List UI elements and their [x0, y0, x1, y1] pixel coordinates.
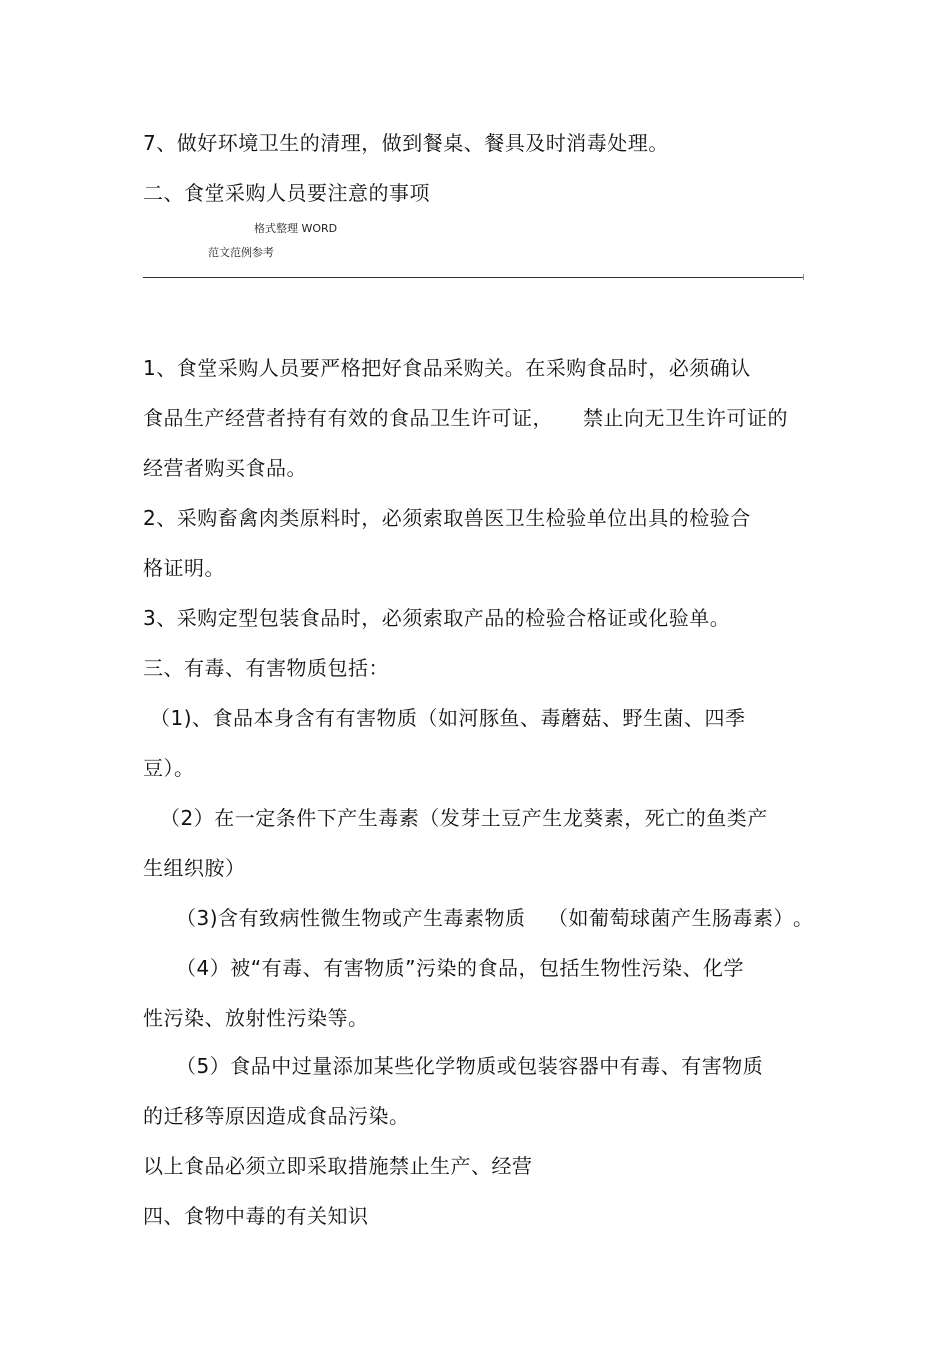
section-3-heading: 三、有毒、有害物质包括： [143, 656, 389, 680]
section-4-heading: 四、食物中毒的有关知识 [143, 1204, 369, 1228]
paragraph-line: 的迁移等原因造成食品污染。 [143, 1104, 410, 1128]
header-divider [143, 277, 803, 278]
paragraph-line: （1)、食品本身含有有害物质（如河豚鱼、毒蘑菇、野生菌、四季 [150, 706, 746, 730]
header-label-reference: 范文范例参考 [208, 246, 274, 259]
paragraph-line: 经营者购买食品。 [143, 456, 307, 480]
paragraph-line: 豆）。 [143, 756, 195, 780]
section-2-heading: 二、食堂采购人员要注意的事项 [143, 181, 430, 205]
paragraph-line: 以上食品必须立即采取措施禁止生产、经营 [143, 1154, 533, 1178]
item-7-text: 7、做好环境卫生的清理，做到餐桌、餐具及时消毒处理。 [143, 131, 669, 155]
paragraph-line: 生组织胺） [143, 856, 246, 880]
paragraph-line: 格证明。 [143, 556, 225, 580]
paragraph-line: （4）被“有毒、有害物质”污染的食品，包括生物性污染、化学 [176, 956, 744, 980]
paragraph-line: 3、采购定型包装食品时，必须索取产品的检验合格证或化验单。 [143, 606, 731, 630]
paragraph-line: 。 [793, 906, 814, 930]
paragraph-line: 禁止向无卫生许可证的 [583, 406, 788, 430]
paragraph-line: 1、食堂采购人员要严格把好食品采购关。在采购食品时，必须确认 [143, 356, 751, 380]
paragraph-line: （如葡萄球菌产生肠毒素） [548, 906, 794, 930]
paragraph-line: （3)含有致病性微生物或产生毒素物质 [176, 906, 526, 930]
paragraph-line: 性污染、放射性污染等。 [143, 1006, 369, 1030]
paragraph-line: （5）食品中过量添加某些化学物质或包装容器中有毒、有害物质 [176, 1054, 764, 1078]
paragraph-line: （2）在一定条件下产生毒素（发芽土豆产生龙葵素，死亡的鱼类产 [160, 806, 768, 830]
paragraph-line: 食品生产经营者持有有效的食品卫生许可证， [143, 406, 553, 430]
header-label-format: 格式整理 WORD [254, 222, 338, 235]
header-divider-end-mark [803, 274, 804, 280]
paragraph-line: 2、采购畜禽肉类原料时，必须索取兽医卫生检验单位出具的检验合 [143, 506, 751, 530]
